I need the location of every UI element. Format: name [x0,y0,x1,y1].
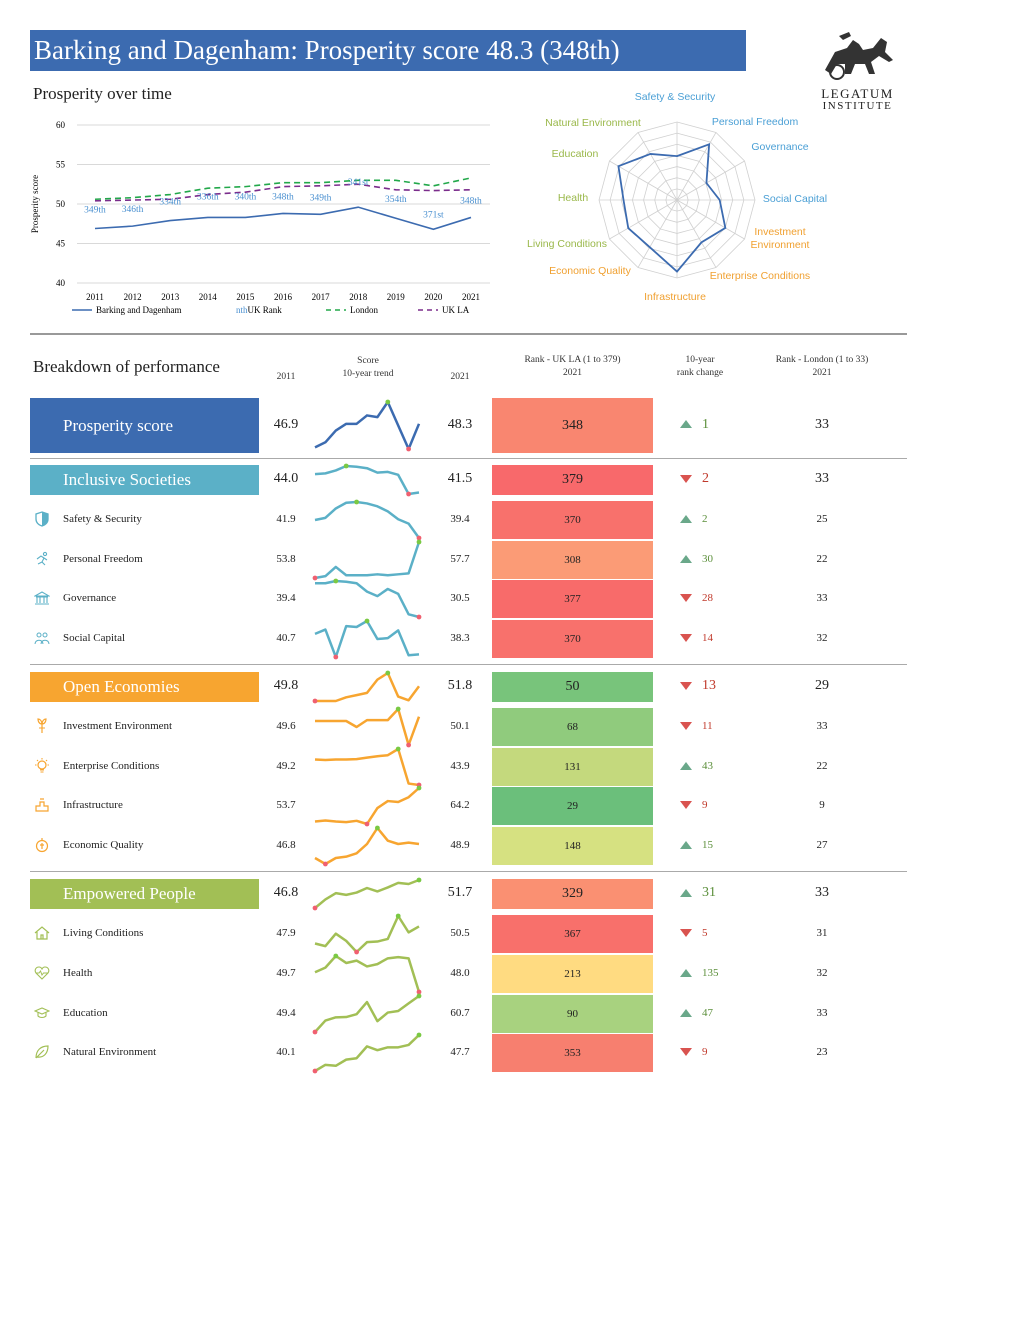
legend-label: nthUK Rank [236,305,282,315]
investment-icon [34,718,50,734]
natural-environment-label: Natural Environment [63,1046,157,1058]
radar-axis-label: Enterprise Conditions [709,270,811,282]
page-title: Barking and Dagenham: Prosperity score 48.3 (348th) [30,30,746,71]
rank-label: 340th [234,192,257,203]
rank-change [680,678,716,694]
col-london: Rank - London (1 to 33) [775,355,869,365]
uk-rank-cell: 90 [492,995,653,1033]
sparkline-max-point [417,540,422,545]
london-rank: 32 [816,632,828,644]
rank-change-value: 13 [702,678,716,693]
score-2011: 41.9 [276,513,296,525]
rank-change-value: 28 [702,592,713,604]
sparkline-path [315,402,419,449]
uk-rank-cell: 370 [492,620,653,658]
uk-rank-cell: 131 [492,748,653,786]
score-2021: 48.0 [450,967,470,979]
rank-change-value: 2 [702,513,708,525]
trend-sparkline [312,992,422,1036]
trend-sparkline [312,952,422,996]
trend-sparkline [312,538,422,582]
sparkline-max-point [385,671,390,676]
house-icon [34,925,50,941]
sparkline-min-point [313,906,318,911]
rank-change-value: 14 [702,632,713,644]
y-tick-label: 50 [56,199,65,209]
uk-rank-cell: 348 [492,398,653,453]
trend-sparkline [312,745,422,789]
arrow-down-icon [680,594,692,602]
rank-change [680,760,713,772]
trend-sparkline [312,498,422,542]
sparkline-max-point [333,954,338,959]
london-rank: 33 [816,720,828,732]
trend-sparkline [312,784,422,828]
lightbulb-icon [34,758,50,774]
arrow-up-icon [680,420,692,428]
education-label: Education [63,1007,108,1019]
uk-rank-cell: 68 [492,708,653,746]
prosperity-score-label: Prosperity score [30,398,259,453]
sparkline-path [315,673,419,701]
score-2011: 40.7 [276,632,296,644]
section-divider [30,664,907,665]
uk-rank-cell: 377 [492,580,653,618]
score-2011: 49.2 [276,760,296,772]
sparkline-min-point [313,699,318,704]
rank-change [680,927,708,939]
score-2011: 46.9 [273,416,299,432]
uk-rank-cell: 308 [492,541,653,579]
rank-change-value: 30 [702,553,713,565]
score-2021: 60.7 [450,1007,470,1019]
rank-label: 354th [384,195,407,206]
rank-change-value: 9 [702,799,708,811]
sparkline-min-point [406,492,411,497]
score-2011: 47.9 [276,927,296,939]
x-tick-label: 2015 [236,292,255,302]
score-2011: 49.4 [276,1007,296,1019]
rank-change [680,1007,713,1019]
living-conditions-label: Living Conditions [63,927,144,939]
london-rank: 23 [816,1046,828,1058]
radar-axis-label: Natural Environment [545,117,641,129]
score-2021: 48.3 [447,416,473,432]
rank-change-value: 15 [702,839,713,851]
score-2011: 46.8 [276,839,296,851]
rank-change [680,839,713,851]
rank-label: 349th [309,193,332,204]
score-2021: 57.7 [450,553,470,565]
sparkline-max-point [417,878,422,883]
sparkline-max-point [396,747,401,752]
rank-change [680,471,709,487]
london-rank: 22 [816,553,828,565]
col-trend: 10-year trend [342,369,394,379]
empowered-people-label: Empowered People [30,879,259,909]
london-rank: 33 [815,471,829,486]
infrastructure-label: Infrastructure [63,799,123,811]
rank-label: 336th [196,192,219,203]
sparkline-path [315,880,419,908]
sparkline-path [315,502,419,538]
people-icon [34,630,50,646]
x-tick-label: 2019 [386,292,405,302]
col-2011: 2011 [276,372,296,382]
radar-axis-label: Investment Environment [750,226,810,251]
score-2011: 46.8 [273,885,299,900]
score-2011: 53.7 [276,799,296,811]
sparkline-path [315,581,419,617]
open-economies-label: Open Economies [30,672,259,702]
trend-sparkline [312,462,422,498]
arrow-up-icon [680,841,692,849]
sparkline-path [315,996,419,1032]
london-rank: 33 [816,1007,828,1019]
x-tick-label: 2020 [424,292,443,302]
arrow-down-icon [680,722,692,730]
sparkline-path [315,621,419,657]
health-label: Health [63,967,93,979]
trend-sparkline [312,1031,422,1075]
heart-pulse-icon [34,965,50,981]
rank-label: 348th [460,196,482,207]
london-rank: 9 [819,799,825,811]
score-2021: 38.3 [450,632,470,644]
rank-label: 349th [84,205,106,216]
score-2021: 39.4 [450,513,470,525]
sparkline-min-point [313,1069,318,1074]
trend-sparkline [312,617,422,661]
uk-rank-cell: 329 [492,879,653,909]
arrow-up-icon [680,889,692,897]
rank-label: 334th [159,197,182,208]
rank-change-value: 1 [702,416,709,432]
chariot-icon [815,30,900,82]
score-2021: 50.1 [450,720,470,732]
y-axis-label: Prosperity score [30,174,40,234]
london-rank: 33 [816,592,828,604]
radar-axis-label: Economic Quality [549,265,631,277]
col-rank: Rank - UK LA (1 to 379) [524,355,621,365]
economic-quality-icon [34,837,50,853]
score-2021: 51.7 [447,885,473,900]
section-divider [30,333,907,335]
arrow-up-icon [680,969,692,977]
arrow-down-icon [680,475,692,483]
y-tick-label: 55 [56,159,65,170]
col-change-2: rank change [676,368,724,378]
series-line-barking-and-dagenham [95,207,471,229]
radar-axis-label: Education [551,148,599,160]
rank-label: 348th [272,192,294,203]
rank-change-value: 2 [702,471,709,486]
col-london-year: 2021 [812,368,832,378]
rank-change [680,967,719,979]
sparkline-path [315,1035,419,1071]
section-divider [30,871,907,872]
rank-change-value: 31 [702,885,716,900]
score-2011: 39.4 [276,592,296,604]
uk-rank-cell: 379 [492,465,653,495]
logo-line1: LEGATUM [821,86,894,101]
score-2021: 30.5 [450,592,470,604]
enterprise-conditions-label: Enterprise Conditions [63,760,160,772]
trend-sparkline [312,876,422,912]
x-tick-label: 2012 [123,292,142,302]
trend-sparkline [312,912,422,956]
investment-environment-label: Investment Environment [63,720,173,732]
score-2021: 43.9 [450,760,470,772]
col-score: Score [357,356,379,366]
trend-sparkline [312,398,422,453]
radar-axis-label: Social Capital [762,193,828,205]
rank-change-value: 43 [702,760,713,772]
rank-change-value: 9 [702,1046,708,1058]
sparkline-max-point [333,579,338,584]
arrow-down-icon [680,801,692,809]
trend-sparkline [312,669,422,705]
sparkline-path [315,916,419,952]
score-2011: 49.8 [273,678,299,693]
score-2011: 49.7 [276,967,296,979]
y-tick-label: 40 [56,278,65,288]
rank-change-value: 135 [702,967,719,979]
london-rank: 29 [815,678,829,693]
sparkline-max-point [396,914,401,919]
prosperity-over-time-heading: Prosperity over time [33,84,172,103]
london-rank: 32 [816,967,828,979]
score-2011: 40.1 [276,1046,296,1058]
rank-change [680,632,713,644]
sparkline-min-point [406,447,411,452]
leaf-icon [34,1044,50,1060]
logo-line2: INSTITUTE [822,100,893,112]
london-rank: 33 [815,885,829,900]
x-tick-label: 2014 [198,292,217,302]
radar-axis-label: Governance [751,141,809,153]
radar-axis-label: Living Conditions [527,238,607,250]
x-tick-label: 2018 [349,292,368,302]
x-tick-label: 2017 [311,292,330,302]
sparkline-path [315,828,419,864]
trend-sparkline [312,577,422,621]
uk-rank-cell: 148 [492,827,653,865]
sparkline-min-point [323,862,328,867]
rank-change-value: 5 [702,927,708,939]
uk-rank-cell: 367 [492,915,653,953]
arrow-down-icon [680,929,692,937]
sparkline-min-point [333,655,338,660]
rank-change [680,799,708,811]
rank-change [680,513,708,525]
government-building-icon [34,590,50,606]
section-divider [30,458,907,459]
pillar-radar-chart [515,85,845,310]
sparkline-path [315,466,419,494]
col-2021: 2021 [450,372,470,382]
score-2021: 41.5 [447,471,473,486]
sparkline-max-point [385,400,390,405]
arrow-up-icon [680,555,692,563]
score-2021: 47.7 [450,1046,470,1058]
legend-label: UK LA [442,305,470,315]
sparkline-max-point [417,994,422,999]
arrow-up-icon [680,762,692,770]
graduation-cap-icon [34,1005,50,1021]
prosperity-line-chart [28,110,498,325]
sparkline-path [315,749,419,785]
arrow-down-icon [680,634,692,642]
rank-label: 341st [347,178,369,189]
breakdown-heading: Breakdown of performance [33,357,220,376]
x-tick-label: 2016 [274,292,292,302]
shield-icon [34,511,50,527]
score-2011: 53.8 [276,553,296,565]
sparkline-max-point [354,500,359,505]
uk-rank-cell: 29 [492,787,653,825]
y-tick-label: 45 [56,238,65,249]
score-2011: 49.6 [276,720,296,732]
rank-change [680,592,713,604]
radar-axis-label: Personal Freedom [711,116,799,128]
sparkline-path [315,709,419,745]
x-tick-label: 2013 [161,292,180,302]
london-rank: 25 [816,513,828,525]
sparkline-max-point [396,707,401,712]
uk-rank-cell: 370 [492,501,653,539]
rank-label: 371st [423,210,444,221]
governance-label: Governance [63,592,117,604]
arrow-up-icon [680,515,692,523]
score-2021: 48.9 [450,839,470,851]
rank-change [680,417,709,433]
legend-label: Barking and Dagenham [96,305,182,315]
trend-sparkline [312,824,422,868]
london-rank: 33 [815,416,829,432]
score-2011: 44.0 [273,471,299,486]
london-rank: 27 [816,839,828,851]
score-2021: 64.2 [450,799,470,811]
arrow-down-icon [680,1048,692,1056]
sparkline-max-point [417,786,422,791]
sparkline-path [315,956,419,992]
col-rank-year: 2021 [563,368,582,378]
london-rank: 31 [816,927,828,939]
uk-rank-cell: 50 [492,672,653,702]
trend-sparkline [312,705,422,749]
sparkline-max-point [365,619,370,624]
uk-rank-cell: 353 [492,1034,653,1072]
safety-security-label: Safety & Security [63,513,142,525]
rank-change [680,720,713,732]
legend-label: London [350,305,378,315]
score-2021: 50.5 [450,927,470,939]
uk-rank-cell: 213 [492,955,653,993]
rank-change-value: 47 [702,1007,713,1019]
rank-change [680,553,713,565]
arrow-up-icon [680,1009,692,1017]
economic-quality-label: Economic Quality [63,839,144,851]
col-change: 10-year [685,355,715,365]
y-tick-label: 60 [56,120,65,130]
radar-axis-label: Safety & Security [634,91,716,103]
radar-axis-label: Health [557,192,589,204]
infrastructure-icon [34,797,50,813]
sparkline-max-point [417,1033,422,1038]
rank-change [680,885,716,901]
radar-axis-label: Infrastructure [644,291,706,303]
inclusive-societies-label: Inclusive Societies [30,465,259,495]
x-tick-label: 2011 [86,292,104,302]
rank-label: 346th [121,205,144,216]
score-2021: 51.8 [447,678,473,693]
personal-freedom-label: Personal Freedom [63,553,143,565]
runner-icon [34,551,50,567]
social-capital-label: Social Capital [63,632,126,644]
arrow-down-icon [680,682,692,690]
rank-change [680,1046,708,1058]
sparkline-path [315,788,419,824]
sparkline-max-point [375,826,380,831]
sparkline-path [315,542,419,578]
london-rank: 22 [816,760,828,772]
rank-change-value: 11 [702,720,713,732]
x-tick-label: 2021 [462,292,480,302]
sparkline-max-point [344,464,349,469]
